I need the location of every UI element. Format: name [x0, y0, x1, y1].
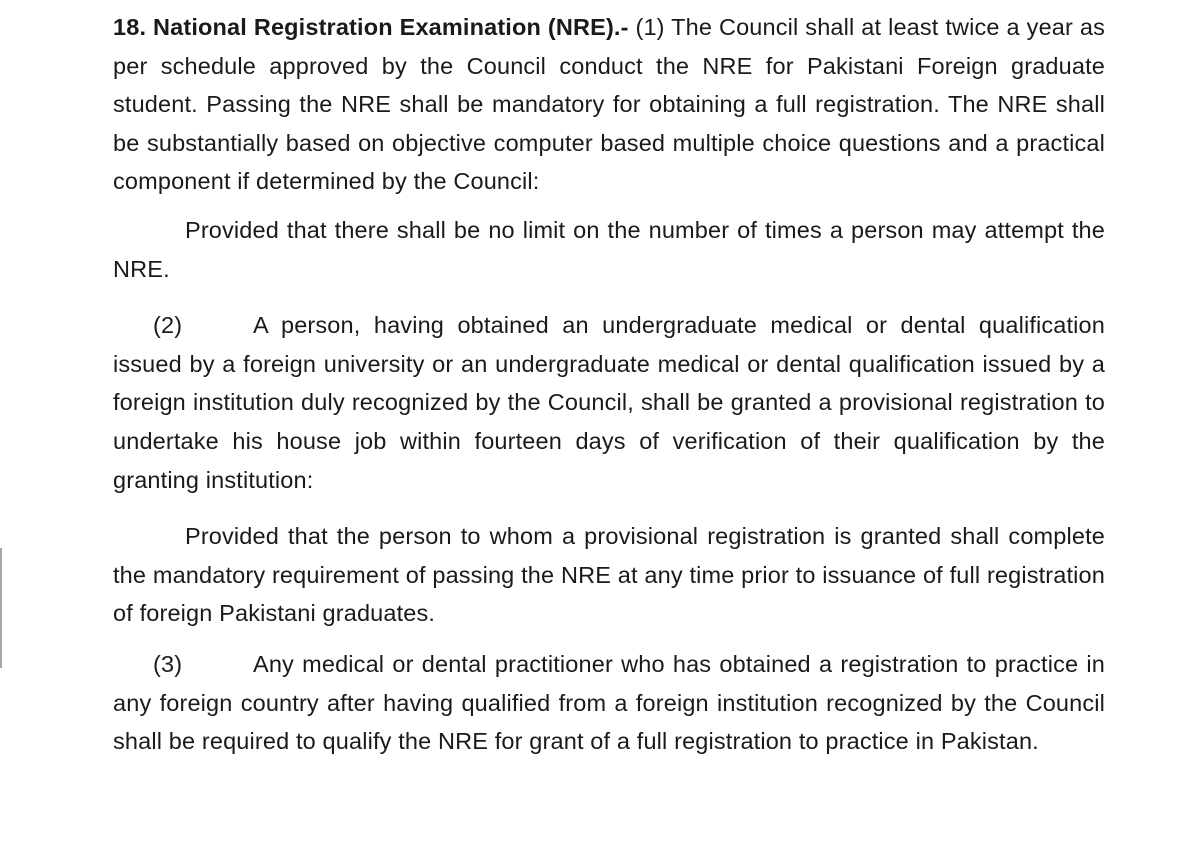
clause-2-paragraph [113, 306, 1105, 499]
clause-1-text: (1) The Council shall at least twice a year as per schedule approved by the Council conduct the NRE for Pakistani Foreign graduate student. Passing the NRE shall be mandatory for obtaining a full registration. The NRE shall be substantially based on objective computer based multiple choice questions and a practical component if determined by the Council: [113, 14, 1106, 195]
section-heading: 18. National Registration Examination (NRE).- [113, 14, 629, 40]
clause-1-paragraph [113, 8, 1105, 201]
clause-3-paragraph [113, 645, 1105, 761]
clause-2-text: A person, having obtained an undergraduate medical or dental qualification issued by a foreign university or an undergraduate medical or dental qualification issued by a foreign institution duly recognized by the Council, shall be granted a provisional registration to undertake his house job within fourteen days of verification of their qualification by the granting institution: [113, 312, 1105, 493]
proviso-2-paragraph [113, 517, 1105, 633]
clause-3-number: (3) [153, 650, 183, 677]
clause-3-text: Any medical or dental practitioner who has obtained a registration to practice in any foreign country after having qualified from a foreign institution recognized by the Council shall be required to qualify the NRE for grant of a full registration to practice in Pakistan. [113, 650, 1105, 755]
proviso-2-text: Provided that the person to whom a provisional registration is granted shall complete the mandatory requirement of passing the NRE at any time prior to issuance of full registration of foreign Pakistani graduates. [113, 523, 1105, 627]
clause-2-number: (2) [153, 312, 183, 339]
proviso-1-paragraph [113, 211, 1105, 288]
scan-edge-mark [0, 548, 2, 668]
document-body [113, 8, 1105, 761]
proviso-1-text: Provided that there shall be no limit on the number of times a person may attempt the NRE. [113, 216, 1105, 282]
